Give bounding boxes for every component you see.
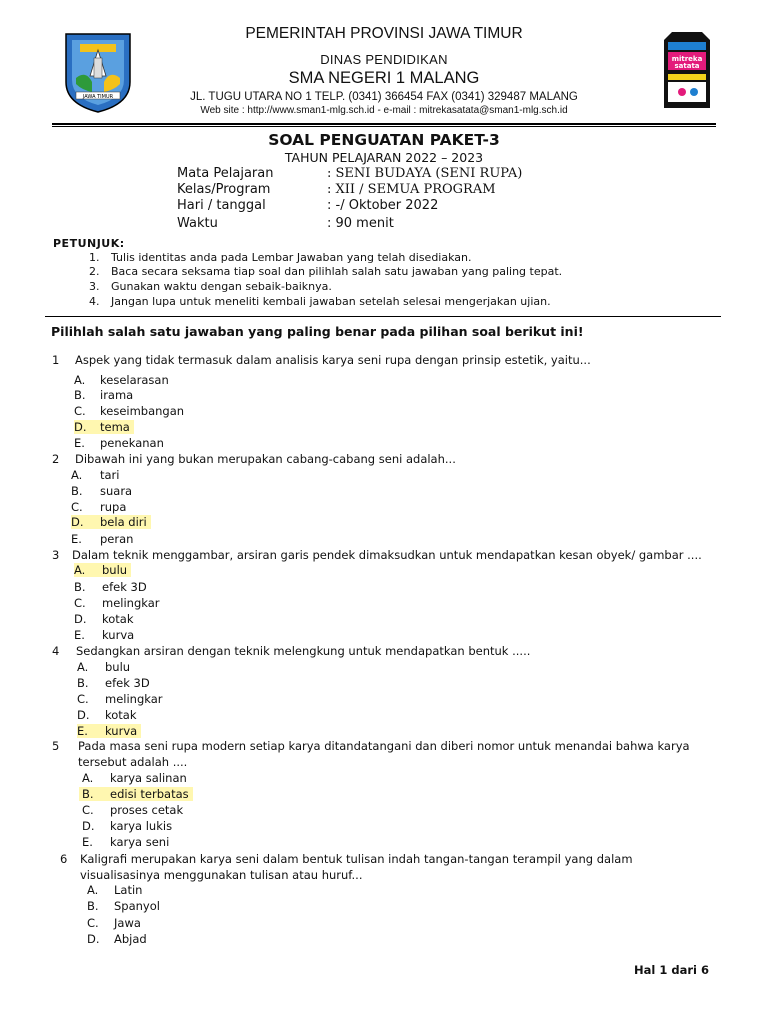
question-text: Aspek yang tidak termasuk dalam analisis karya seni rupa dengan prinsip estetik, yaitu... <box>75 353 591 367</box>
option-d-answer[interactable] <box>74 420 134 434</box>
option-text: keseimbangan <box>100 404 185 418</box>
option-letter: E. <box>77 724 88 738</box>
instructions-title: PETUNJUK: <box>53 237 125 250</box>
option-text: suara <box>100 484 133 498</box>
option-letter: D. <box>71 515 84 529</box>
question-text: Kaligrafi merupakan karya seni dalam bentuk tulisan indah tangan-tangan terampil yang dalam <box>80 852 633 866</box>
question-number: 1 <box>52 353 60 367</box>
question-3 <box>52 548 702 562</box>
option-letter: D. <box>74 420 87 434</box>
option-letter: D. <box>82 819 95 833</box>
option-text: irama <box>100 388 134 402</box>
question-number: 2 <box>52 452 60 466</box>
option-a[interactable] <box>87 883 142 897</box>
question-1 <box>52 353 591 367</box>
meta-class-value: : XII / SEMUA PROGRAM <box>327 182 496 197</box>
option-d[interactable] <box>87 932 147 946</box>
option-text: efek 3D <box>105 676 150 690</box>
option-letter: C. <box>87 916 99 930</box>
option-e[interactable] <box>82 835 169 849</box>
option-d-answer[interactable] <box>71 515 151 529</box>
instruction-number: 3. <box>89 280 100 293</box>
option-c[interactable] <box>77 692 163 706</box>
option-text: Latin <box>114 883 143 897</box>
header-divider-thin <box>52 126 716 127</box>
meta-subject-value: : SENI BUDAYA (SENI RUPA) <box>327 166 523 181</box>
logo-motto-text: JAWA TIMUR <box>82 94 114 100</box>
meta-date-label: Hari / tanggal <box>177 198 266 213</box>
option-letter: B. <box>87 899 99 913</box>
option-b[interactable] <box>74 580 147 594</box>
option-text: Abjad <box>114 932 147 946</box>
option-b[interactable] <box>71 484 132 498</box>
option-d[interactable] <box>77 708 137 722</box>
option-a[interactable] <box>71 468 119 482</box>
option-text: Spanyol <box>114 899 160 913</box>
option-d[interactable] <box>82 819 172 833</box>
option-text: tari <box>100 468 120 482</box>
school-web-email: Web site : http://www.sman1-mlg.sch.id - e-mail : mitrekasatata@sman1-mlg.sch.id <box>200 105 568 116</box>
option-text: karya salinan <box>110 771 187 785</box>
question-5-continuation: tersebut adalah .... <box>78 755 188 769</box>
page-number: Hal 1 dari 6 <box>634 963 709 977</box>
meta-date-value: : -/ Oktober 2022 <box>327 198 439 213</box>
option-text: penekanan <box>100 436 164 450</box>
government-name: PEMERINTAH PROVINSI JAWA TIMUR <box>245 25 523 42</box>
department-name: DINAS PENDIDIKAN <box>320 52 448 67</box>
option-c[interactable] <box>71 500 126 514</box>
option-text: bulu <box>105 660 131 674</box>
option-letter: A. <box>82 771 94 785</box>
question-4 <box>52 644 530 658</box>
option-a[interactable] <box>82 771 187 785</box>
question-5 <box>52 739 690 753</box>
option-text: proses cetak <box>110 803 184 817</box>
option-b-answer[interactable] <box>79 787 193 801</box>
option-text: karya seni <box>110 835 170 849</box>
meta-time-label: Waktu <box>177 216 218 231</box>
option-letter: A. <box>87 883 99 897</box>
option-letter: A. <box>74 373 86 387</box>
option-e[interactable] <box>71 532 133 546</box>
option-text: kurva <box>105 724 138 738</box>
question-number: 4 <box>52 644 60 658</box>
question-number: 5 <box>52 739 60 753</box>
option-letter: B. <box>71 484 83 498</box>
option-letter: B. <box>77 676 89 690</box>
question-6 <box>60 852 633 866</box>
option-letter: C. <box>71 500 83 514</box>
option-letter: B. <box>74 388 86 402</box>
option-text: Jawa <box>114 916 141 930</box>
svg-text:satata: satata <box>674 62 700 70</box>
option-b[interactable] <box>77 676 150 690</box>
section-instruction: Pilihlah salah satu jawaban yang paling benar pada pilihan soal berikut ini! <box>51 324 584 339</box>
question-2 <box>52 452 456 466</box>
option-c[interactable] <box>74 596 160 610</box>
option-e[interactable] <box>74 628 134 642</box>
meta-subject-label: Mata Pelajaran <box>177 166 274 181</box>
option-letter: A. <box>77 660 89 674</box>
instruction-text: Tulis identitas anda pada Lembar Jawaban yang telah disediakan. <box>111 251 472 264</box>
option-letter: C. <box>74 596 86 610</box>
question-text: Dibawah ini yang bukan merupakan cabang-cabang seni adalah... <box>75 452 456 466</box>
question-text: Dalam teknik menggambar, arsiran garis pendek dimaksudkan untuk mendapatkan kesan obyek/ gambar .... <box>72 548 702 562</box>
option-letter: B. <box>82 787 94 801</box>
question-number: 3 <box>52 548 60 562</box>
question-text: Pada masa seni rupa modern setiap karya ditandatangani dan diberi nomor untuk menandai bahwa karya <box>78 739 690 753</box>
option-text: bulu <box>102 563 128 577</box>
option-text: melingkar <box>105 692 163 706</box>
academic-year: TAHUN PELAJARAN 2022 – 2023 <box>284 150 484 165</box>
option-text: melingkar <box>102 596 160 610</box>
instruction-number: 1. <box>89 251 100 264</box>
option-text: kotak <box>105 708 137 722</box>
option-text: kurva <box>102 628 135 642</box>
option-c[interactable] <box>82 803 183 817</box>
instruction-item <box>89 280 332 293</box>
option-b[interactable] <box>87 899 160 913</box>
option-text: tema <box>100 420 130 434</box>
option-b[interactable] <box>74 388 133 402</box>
instruction-item <box>89 251 472 264</box>
instruction-item <box>89 295 551 308</box>
option-text: rupa <box>100 500 127 514</box>
option-d[interactable] <box>74 612 134 626</box>
option-letter: D. <box>74 612 87 626</box>
section-divider <box>45 316 721 317</box>
option-text: peran <box>100 532 134 546</box>
option-letter: C. <box>77 692 89 706</box>
option-letter: E. <box>74 628 85 642</box>
svg-text:mitreka: mitreka <box>671 55 703 63</box>
option-letter: D. <box>87 932 100 946</box>
option-a-answer[interactable] <box>74 563 131 577</box>
option-text: kotak <box>102 612 134 626</box>
option-a[interactable] <box>77 660 130 674</box>
option-letter: E. <box>74 436 85 450</box>
option-e-answer[interactable] <box>77 724 141 738</box>
option-letter: A. <box>74 563 86 577</box>
header-divider <box>52 123 716 125</box>
option-letter: E. <box>82 835 93 849</box>
option-letter: B. <box>74 580 86 594</box>
meta-time-value: : 90 menit <box>327 216 394 231</box>
option-text: keselarasan <box>100 373 169 387</box>
question-text: Sedangkan arsiran dengan teknik melengkung untuk mendapatkan bentuk ..... <box>76 644 531 658</box>
option-c[interactable] <box>74 404 184 418</box>
school-name: SMA NEGERI 1 MALANG <box>288 69 480 87</box>
exam-title: SOAL PENGUATAN PAKET-3 <box>268 131 500 149</box>
option-e[interactable] <box>74 436 164 450</box>
question-number: 6 <box>60 852 68 866</box>
option-letter: D. <box>77 708 90 722</box>
option-letter: A. <box>71 468 83 482</box>
instruction-number: 2. <box>89 265 100 278</box>
option-text: efek 3D <box>102 580 147 594</box>
option-letter: C. <box>74 404 86 418</box>
option-c[interactable] <box>87 916 141 930</box>
option-letter: E. <box>71 532 82 546</box>
meta-class-label: Kelas/Program <box>177 182 271 197</box>
instruction-text: Baca secara seksama tiap soal dan pilihlah salah satu jawaban yang paling tepat. <box>111 265 563 278</box>
instruction-item <box>89 265 562 278</box>
option-text: karya lukis <box>110 819 173 833</box>
option-a[interactable] <box>74 373 169 387</box>
school-address: JL. TUGU UTARA NO 1 TELP. (0341) 366454 FAX (0341) 329487 MALANG <box>190 91 578 103</box>
instruction-text: Jangan lupa untuk meneliti kembali jawaban setelah selesai mengerjakan ujian. <box>111 295 551 308</box>
question-6-continuation: visualisasinya menggunakan tulisan atau huruf... <box>80 868 363 882</box>
option-text: bela diri <box>100 515 147 529</box>
option-text: edisi terbatas <box>110 787 189 801</box>
instruction-text: Gunakan waktu dengan sebaik-baiknya. <box>111 280 332 293</box>
instruction-number: 4. <box>89 295 100 308</box>
option-letter: C. <box>82 803 94 817</box>
